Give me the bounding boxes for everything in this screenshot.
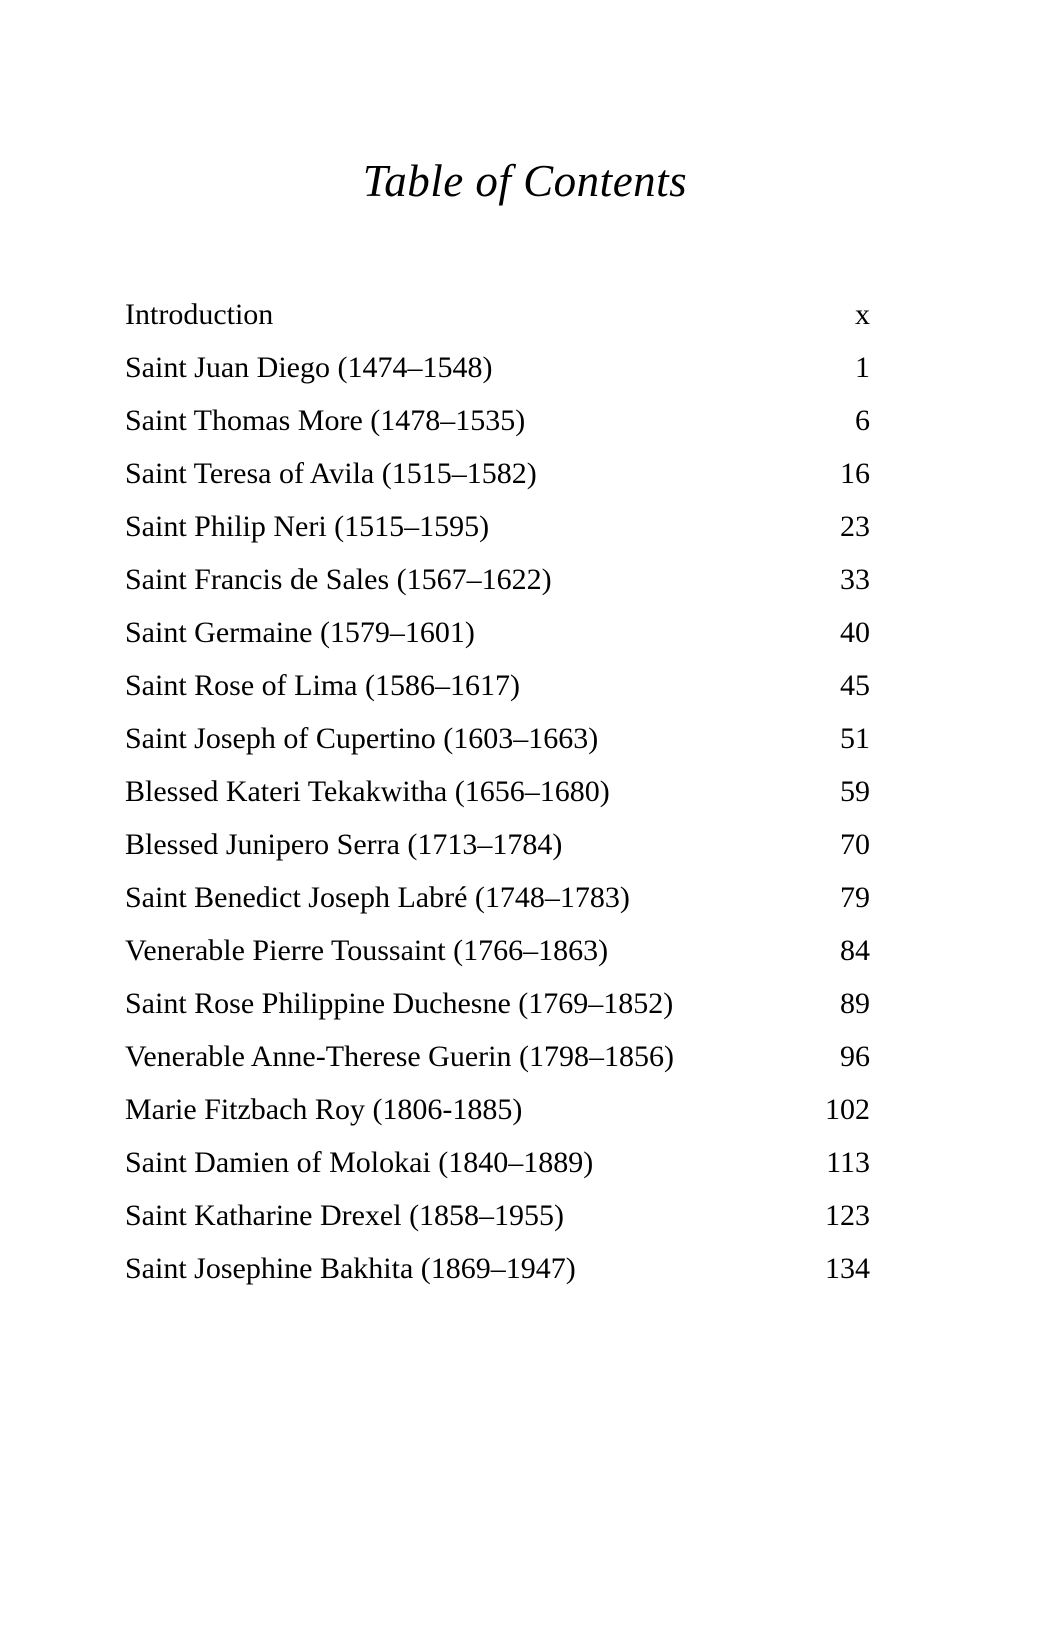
toc-entry-row[interactable] bbox=[125, 724, 870, 777]
toc-entry-row[interactable] bbox=[125, 1254, 870, 1307]
toc-entry-page-number: 102 bbox=[825, 1093, 870, 1126]
toc-entry-page-number: 70 bbox=[840, 828, 870, 861]
toc-entry-page-number: 33 bbox=[840, 563, 870, 596]
toc-entry-label: Saint Teresa of Avila (1515–1582) bbox=[125, 457, 537, 490]
toc-entry-page-number: 113 bbox=[826, 1146, 870, 1179]
toc-entry-page-number: 51 bbox=[840, 722, 870, 755]
toc-entry-label: Saint Benedict Joseph Labré (1748–1783) bbox=[125, 881, 630, 914]
toc-entry-row[interactable] bbox=[125, 512, 870, 565]
toc-entry-row[interactable] bbox=[125, 406, 870, 459]
toc-entry-label: Saint Damien of Molokai (1840–1889) bbox=[125, 1146, 594, 1179]
toc-entry-page-number: 16 bbox=[840, 457, 870, 490]
toc-entry-label: Venerable Pierre Toussaint (1766–1863) bbox=[125, 934, 609, 967]
toc-entry-row[interactable] bbox=[125, 1095, 870, 1148]
toc-entry-label: Saint Francis de Sales (1567–1622) bbox=[125, 563, 552, 596]
toc-entry-row[interactable] bbox=[125, 1042, 870, 1095]
toc-entry-row[interactable] bbox=[125, 618, 870, 671]
toc-entry-label: Saint Thomas More (1478–1535) bbox=[125, 404, 526, 437]
page-title: Table of Contents bbox=[362, 156, 688, 206]
toc-entry-page-number: 40 bbox=[840, 616, 870, 649]
toc-entry-page-number: 1 bbox=[855, 351, 870, 384]
toc-entry-row[interactable] bbox=[125, 300, 870, 353]
toc-entry-page-number: 59 bbox=[840, 775, 870, 808]
toc-entry-page-number: 79 bbox=[840, 881, 870, 914]
toc-entry-label: Marie Fitzbach Roy (1806-1885) bbox=[125, 1093, 523, 1126]
toc-entry-label: Saint Katharine Drexel (1858–1955) bbox=[125, 1199, 565, 1232]
table-of-contents-list bbox=[125, 300, 870, 1307]
toc-entry-row[interactable] bbox=[125, 1201, 870, 1254]
toc-entry-label: Saint Germaine (1579–1601) bbox=[125, 616, 475, 649]
toc-entry-label: Blessed Junipero Serra (1713–1784) bbox=[125, 828, 563, 861]
toc-entry-row[interactable] bbox=[125, 671, 870, 724]
toc-entry-page-number: 6 bbox=[855, 404, 870, 437]
toc-entry-page-number: 89 bbox=[840, 987, 870, 1020]
toc-entry-page-number: 134 bbox=[825, 1252, 870, 1285]
toc-entry-label: Saint Rose of Lima (1586–1617) bbox=[125, 669, 520, 702]
toc-entry-label: Saint Juan Diego (1474–1548) bbox=[125, 351, 493, 384]
toc-entry-page-number: x bbox=[855, 298, 870, 331]
toc-entry-page-number: 123 bbox=[825, 1199, 870, 1232]
toc-entry-row[interactable] bbox=[125, 936, 870, 989]
toc-entry-label: Saint Philip Neri (1515–1595) bbox=[125, 510, 490, 543]
toc-entry-label: Saint Josephine Bakhita (1869–1947) bbox=[125, 1252, 576, 1285]
toc-entry-label: Saint Rose Philippine Duchesne (1769–1852) bbox=[125, 987, 674, 1020]
toc-entry-row[interactable] bbox=[125, 830, 870, 883]
toc-entry-page-number: 23 bbox=[840, 510, 870, 543]
toc-entry-row[interactable] bbox=[125, 565, 870, 618]
toc-entry-label: Saint Joseph of Cupertino (1603–1663) bbox=[125, 722, 599, 755]
toc-entry-page-number: 45 bbox=[840, 669, 870, 702]
toc-entry-row[interactable] bbox=[125, 989, 870, 1042]
toc-entry-page-number: 96 bbox=[840, 1040, 870, 1073]
toc-entry-label: Introduction bbox=[125, 298, 274, 331]
toc-entry-row[interactable] bbox=[125, 353, 870, 406]
toc-entry-row[interactable] bbox=[125, 883, 870, 936]
toc-entry-row[interactable] bbox=[125, 459, 870, 512]
toc-entry-label: Blessed Kateri Tekakwitha (1656–1680) bbox=[125, 775, 610, 808]
toc-entry-row[interactable] bbox=[125, 777, 870, 830]
toc-entry-page-number: 84 bbox=[840, 934, 870, 967]
toc-entry-row[interactable] bbox=[125, 1148, 870, 1201]
toc-entry-label: Venerable Anne-Therese Guerin (1798–1856) bbox=[125, 1040, 674, 1073]
